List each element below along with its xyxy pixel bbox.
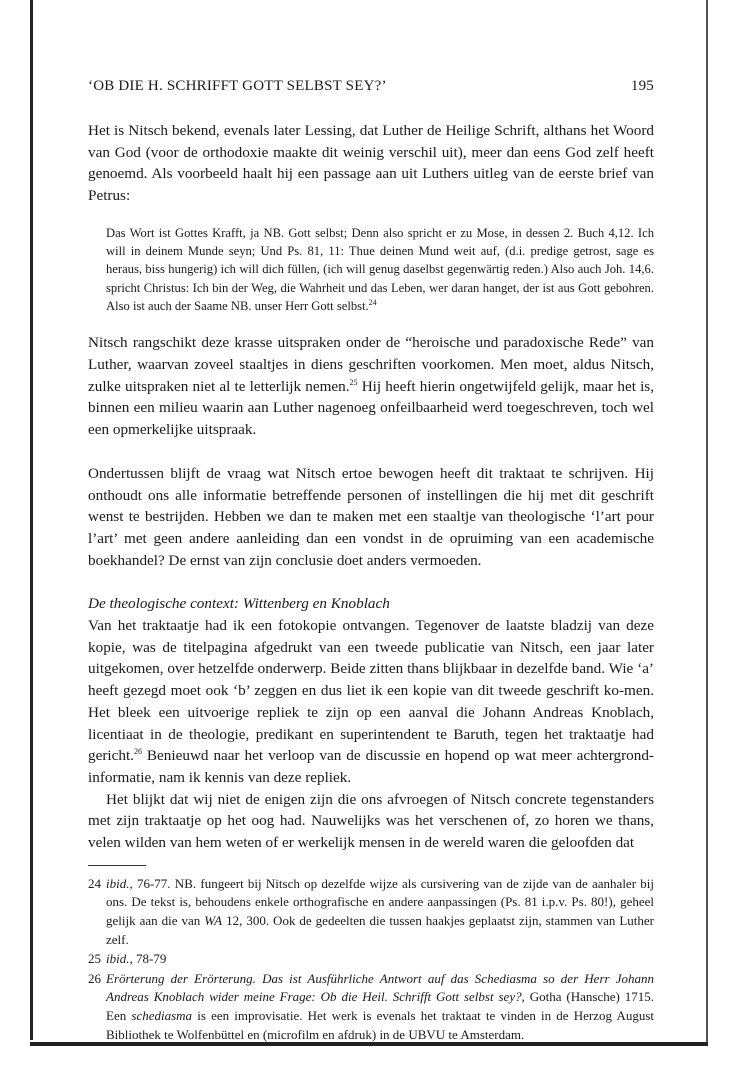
footnote-text — [106, 875, 654, 949]
footnote-26 — [88, 970, 654, 1044]
p2-text-a: Nitsch rangschikt deze krasse uitspraken onder de “heroische und paradoxische Rede” van Luther, waarvan zoveel staaltjes in diens geschriften voorkomen. Men moet, aldus Nitsch, zulke uitspraken niet al te letterlijk nemen. — [88, 334, 654, 395]
footnote-24-a: 76-77. NB. fungeert bij Nitsch op dezelfde wijze als cursivering van de zijde van de aanhaler bij ons. De tekst is, behoudens enkele orthografische en andere aanpassingen (Ps. 81 i.p.v. Ps. 80!), geheel gelijk aan die van — [106, 875, 654, 928]
book-title: Erörterung der Erörterung. Das ist Ausführliche Antwort auf das Schediasma so der Herr Johann Andreas Knoblach wider meine Frage: Ob die Heil. Schrifft Gott selbst sey?, — [106, 970, 654, 1005]
footnote-number: 24 — [88, 875, 101, 891]
paragraph-ondertussen: Ondertussen blijft de vraag wat Nitsch ertoe bewogen heeft dit traktaat te schrijven. Hij onthoudt ons alle informatie betreffende personen of instellingen die hij met dit geschrift wenst te bestrijden. Hebben we dan te maken met een staaltje van theologische ‘l’art pour l’art’ met geen andere aanleiding dan een vondst in de opruiming van een academische boekhandel? De ernst van zijn conclusie doet anders vermoeden. — [88, 464, 654, 569]
footnote-text — [106, 970, 654, 1044]
footnote-text — [106, 950, 654, 969]
p4-text-b: Benieuwd naar het verloop van de discussie en hopend op wat meer achtergrond-informatie, nam ik kennis van deze repliek. — [88, 747, 654, 786]
footnote-ref-26: 26 — [133, 747, 142, 757]
paragraph-intro: Het is Nitsch bekend, evenals later Lessing, dat Luther de Heilige Schrift, althans het Woord van God (voor de orthodoxie maakte dit weinig verschil uit), meer dan eens God zelf heeft genoemd. Als voorbeeld haalt hij een passage aan uit Luthers uitleg van de eerste brief van Petrus: — [88, 122, 654, 205]
footnote-26-a: Gotha (Hansche) 1715. Een — [106, 989, 655, 1023]
quote-text: Das Wort ist Gottes Krafft, ja NB. Gott selbst; Denn also spricht er zu Mose, in dessen 2. Buch 4,12. Ich will in deinem Munde seyn; Und Ps. 81, 11: Thue deinen Mund weit auf, (d.i. predige getrost, sage es heraus, biss hungerig) ich will dich füllen, (ich will genug daselbst gegenwärtig reden.) Also auch Joh. 14,6. spricht Christus: Ich bin der Weg, die Wahrheit und das Leben, wer daran hanget, der ist aus Gott gebohren. Also ist auch der Saame NB. unser Herr Gott selbst. — [106, 225, 654, 313]
p4-text-a: Van het traktaatje had ik een fotokopie ontvangen. Tegenover de laatste bladzij van deze kopie, was de titelpagina afgedrukt van een tweede publicatie van Nitsch, een jaar later uitgekomen, over hetzelfde onderwerp. Beide zitten thans blijkbaar in dezelfde band. Wie ‘a’ heeft gezegd moet ook ‘b’ zeggen en dus liet ik een kopie van dit tweede geschrift ko-men. Het bleek een uitvoerige repliek te zijn op een aanval die Johann Andreas Knoblach, licentiaat in de theologie, predikant en superintendent te Baruth, tegen het traktaatje had gericht. — [88, 617, 654, 765]
term-schediasma: schediasma — [131, 1007, 193, 1023]
paragraph-heroische-rede — [88, 332, 654, 441]
footnotes — [88, 875, 654, 1044]
page — [88, 78, 654, 1045]
paragraph-tegenstanders: Het blijkt dat wij niet de enigen zijn die ons afvroegen of Nitsch concrete tegenstanders met zijn traktaatje op het oog had. Nauwelijks was het verschenen of, zo horen we thans, velen wilden van hem weten of er werkelijk mensen in de wereld waren die geloofden dat — [88, 790, 654, 852]
wa-abbrev: WA — [204, 912, 223, 928]
footnote-26-b: is een improvisatie. Het werk is evenals het traktaat te vinden in de Herzog August Bibliothek te Wolfenbüttel en (microfilm en afdruk) in de UBVU te Amsterdam. — [106, 1007, 654, 1042]
footnote-25 — [88, 950, 654, 969]
page-number: 195 — [630, 78, 654, 94]
footnote-ref-24: 24 — [368, 297, 377, 307]
footnote-25-a: 78-79 — [132, 951, 167, 967]
section-heading: De theologische context: Wittenberg en Knoblach — [88, 595, 390, 613]
footnote-rule — [88, 865, 146, 866]
p2-text-b: Hij heeft hierin ongetwijfeld gelijk, maar het is, binnen een milieu waarin aan Luther nagenoeg onfeilbaarheid werd toegeschreven, toch wel een opmerkelijke uitspraak. — [88, 377, 654, 439]
ibid: ibid., — [106, 951, 133, 967]
footnote-number: 26 — [88, 970, 101, 986]
ibid: ibid., — [106, 875, 133, 891]
footnote-24 — [88, 875, 654, 949]
footnote-24-b: 12, 300. Ook de gedeelten die tussen haakjes geplaatst zijn, stammen van Luther zelf. — [106, 912, 654, 947]
footnote-number: 25 — [88, 951, 101, 967]
running-header — [88, 78, 654, 98]
footnote-ref-25: 25 — [349, 377, 358, 387]
block-quote — [106, 224, 654, 315]
paragraph-fotokopie — [88, 615, 654, 789]
scan-edge-left — [30, 0, 33, 1040]
scan-edge-right — [706, 0, 708, 1044]
running-title: ‘OB DIE H. SCHRIFFT GOTT SELBST SEY?’ — [88, 78, 387, 94]
